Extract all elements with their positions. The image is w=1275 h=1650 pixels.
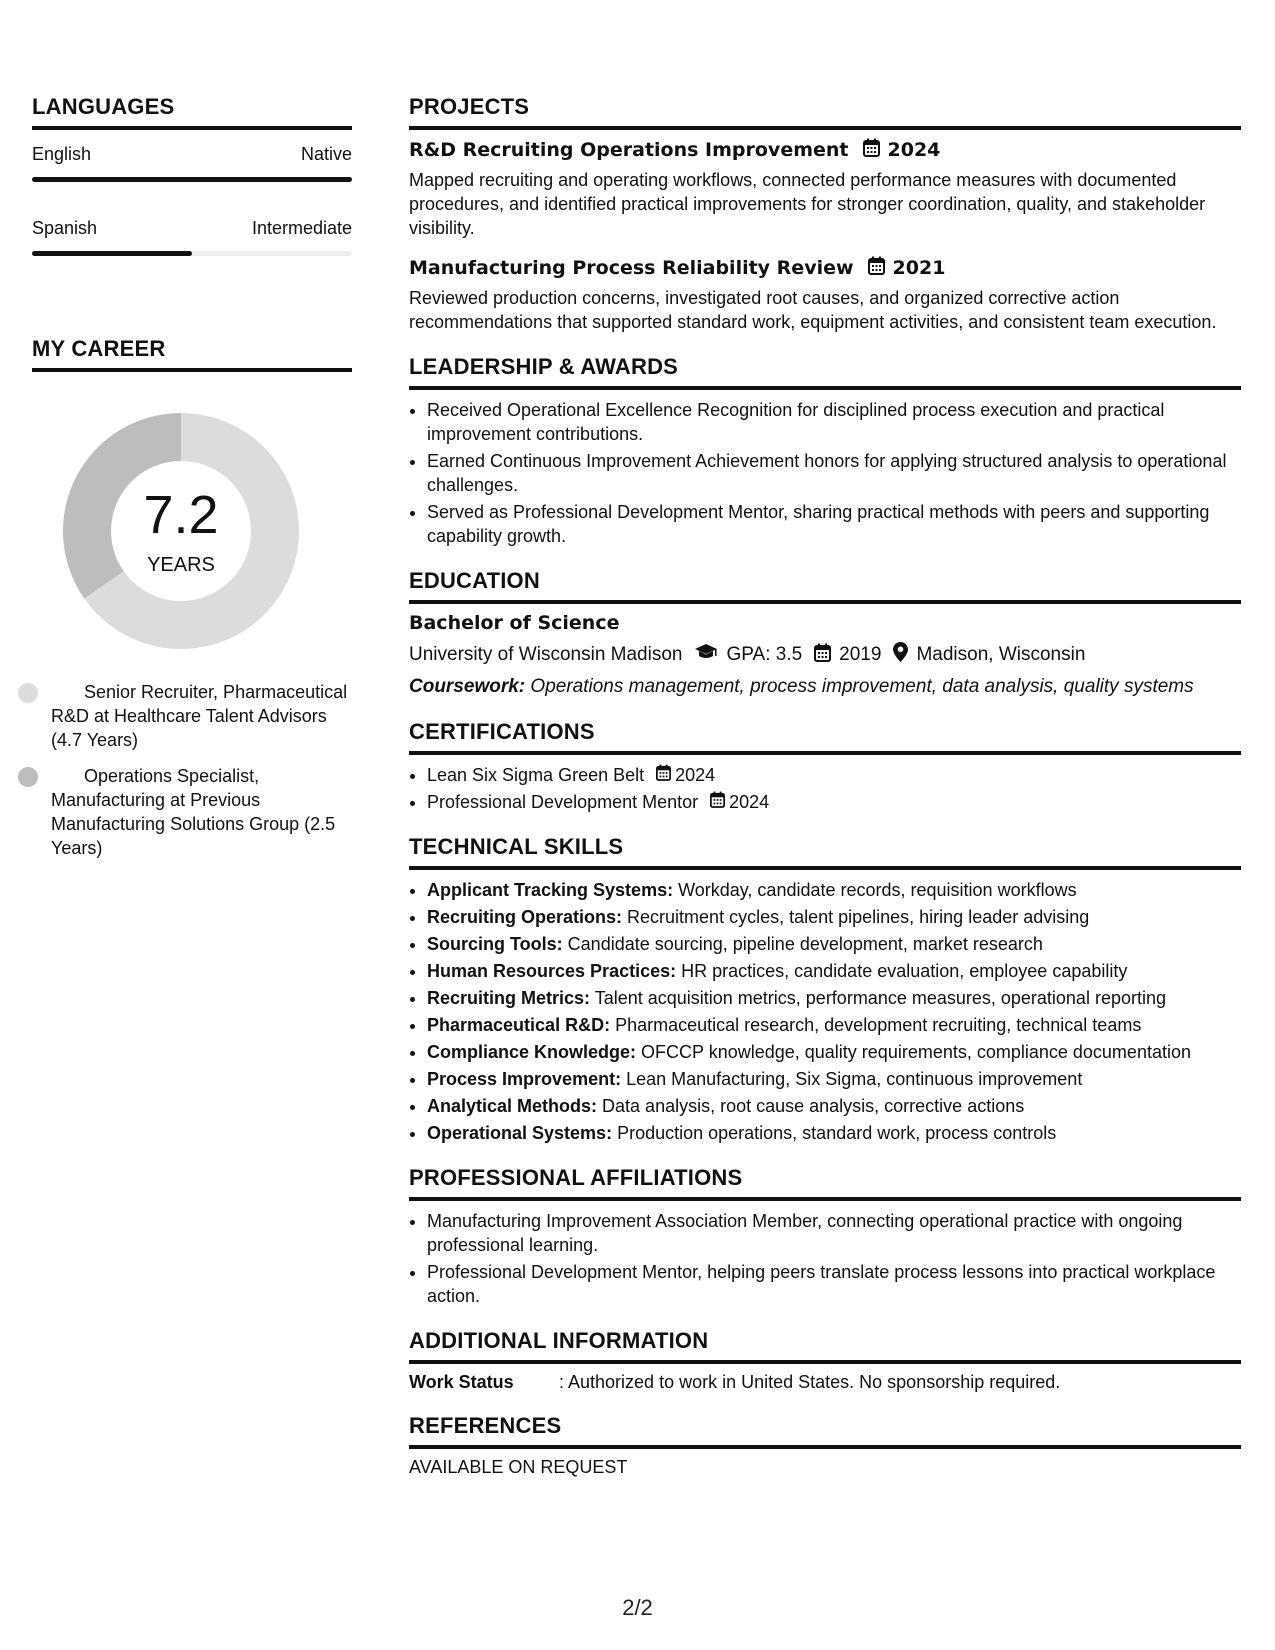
career-donut-chart [56, 406, 306, 656]
list-item [427, 986, 1241, 1010]
career-item: Senior Recruiter, Pharmaceutical R&D at Healthcare Talent Advisors (4.7 Years) [51, 680, 352, 752]
work-status-value: : Authorized to work in United States. No sponsorship required. [559, 1372, 1061, 1392]
project-item [409, 138, 1241, 240]
project-item [409, 256, 1241, 334]
language-english [32, 144, 352, 182]
skills-heading: TECHNICAL SKILLS [409, 834, 1241, 870]
affiliations-section [409, 1165, 1241, 1308]
certifications-section [409, 719, 1241, 814]
skill-label: Pharmaceutical R&D: [427, 1015, 611, 1035]
list-item: • Earned Continuous Improvement Achievement honors for applying structured analysis to operational challenges. [427, 449, 1241, 497]
list-item: • Received Operational Excellence Recognition for disciplined process execution and practical improvement contributions. [427, 398, 1241, 446]
education-location: Madison, Wisconsin [916, 644, 1086, 665]
skill-label: Compliance Knowledge: [427, 1042, 637, 1062]
certification-name: • Professional Development Mentor [427, 792, 699, 812]
career-list [32, 680, 352, 860]
certification-year: 2024 [675, 765, 716, 785]
affiliations-list [409, 1209, 1241, 1308]
page-number: 2/2 [622, 1595, 653, 1620]
education-section [409, 568, 1241, 699]
list-item [427, 878, 1241, 902]
language-level: Intermediate [251, 218, 352, 238]
coursework-label: Coursework: [409, 676, 526, 697]
skill-value: Pharmaceutical research, development recruiting, technical teams [610, 1015, 1142, 1035]
references-text: AVAILABLE ON REQUEST [409, 1457, 628, 1477]
location-pin-icon [893, 642, 908, 668]
skill-label: Applicant Tracking Systems: [427, 880, 674, 900]
additional-section [409, 1328, 1241, 1393]
list-item [427, 1013, 1241, 1037]
references-section [409, 1413, 1241, 1478]
project-year: 2021 [892, 257, 946, 279]
list-item [427, 1094, 1241, 1118]
education-year: 2019 [839, 644, 882, 665]
additional-heading: ADDITIONAL INFORMATION [409, 1328, 1241, 1364]
right-column [409, 94, 1241, 1478]
calendar-icon [710, 790, 725, 814]
calendar-icon [868, 256, 885, 280]
skill-value: OFCCP knowledge, quality requirements, compliance documentation [636, 1042, 1191, 1062]
language-proficiency-fill [32, 177, 352, 182]
project-description: Reviewed production concerns, investigated root causes, and organized corrective action recommendations that supported standard work, equipment activities, and consistent team execution. [409, 288, 1217, 332]
work-status-label: Work Status [409, 1372, 514, 1392]
list-item: • Manufacturing Improvement Association Member, connecting operational practice with ongoing professional learning. [427, 1209, 1241, 1257]
education-heading: EDUCATION [409, 568, 1241, 604]
list-item [427, 763, 1241, 787]
skill-value: Recruitment cycles, talent pipelines, hiring leader advising [622, 907, 1090, 927]
list-item: • Served as Professional Development Mentor, sharing practical methods with peers and supporting capability growth. [427, 500, 1241, 548]
languages-heading: LANGUAGES [32, 94, 352, 130]
skills-list [409, 878, 1241, 1145]
certifications-heading: CERTIFICATIONS [409, 719, 1241, 755]
calendar-icon [814, 643, 831, 668]
skill-label: Sourcing Tools: [427, 934, 563, 954]
education-coursework [409, 674, 1241, 699]
left-column [32, 94, 352, 872]
projects-heading: PROJECTS [409, 94, 1241, 130]
project-title: R&D Recruiting Operations Improvement [409, 139, 849, 161]
leadership-heading: LEADERSHIP & AWARDS [409, 354, 1241, 390]
affiliations-heading: PROFESSIONAL AFFILIATIONS [409, 1165, 1241, 1201]
education-gpa: GPA: 3.5 [726, 644, 803, 665]
language-spanish [32, 218, 352, 256]
language-level: Native [300, 144, 352, 164]
calendar-icon [863, 138, 880, 162]
skill-value: Lean Manufacturing, Six Sigma, continuous improvement [621, 1069, 1083, 1089]
leadership-list [409, 398, 1241, 548]
skill-value: Data analysis, root cause analysis, corrective actions [597, 1096, 1025, 1116]
language-proficiency-bar [32, 251, 352, 256]
skill-label: Operational Systems: [427, 1123, 613, 1143]
skill-value: Candidate sourcing, pipeline development, market research [562, 934, 1043, 954]
skill-value: Workday, candidate records, requisition workflows [673, 880, 1077, 900]
list-item [427, 790, 1241, 814]
list-item [427, 932, 1241, 956]
certification-name: • Lean Six Sigma Green Belt [427, 765, 645, 785]
leadership-section [409, 354, 1241, 548]
language-name: English [32, 144, 92, 164]
project-title: Manufacturing Process Reliability Review [409, 257, 854, 279]
list-item [427, 1067, 1241, 1091]
career-item: Operations Specialist, Manufacturing at Previous Manufacturing Solutions Group (2.5 Years) [51, 764, 352, 860]
education-degree: Bachelor of Science [409, 612, 620, 634]
skill-label: Human Resources Practices: [427, 961, 677, 981]
language-proficiency-fill [32, 251, 192, 256]
coursework-text: Operations management, process improvement, data analysis, quality systems [525, 676, 1194, 697]
language-proficiency-bar [32, 177, 352, 182]
certifications-list [409, 763, 1241, 814]
list-item [427, 959, 1241, 983]
career-total-value: 7.2 [143, 485, 219, 545]
education-school: University of Wisconsin Madison [409, 644, 683, 665]
skill-label: Recruiting Operations: [427, 907, 623, 927]
project-description: Mapped recruiting and operating workflows, connected performance measures with documented procedures, and identified practical improvements for stronger coordination, quality, and stakeholder visibility. [409, 170, 1206, 238]
project-year: 2024 [887, 139, 941, 161]
career-dot-icon [18, 767, 38, 787]
graduation-cap-icon [694, 643, 718, 667]
calendar-icon [656, 763, 671, 787]
skill-label: Recruiting Metrics: [427, 988, 591, 1008]
language-name: Spanish [32, 218, 98, 238]
career-dot-icon [18, 683, 38, 703]
list-item: • Professional Development Mentor, helping peers translate process lessons into practical workplace action. [427, 1260, 1241, 1308]
list-item [427, 1040, 1241, 1064]
certification-year: 2024 [729, 792, 770, 812]
skill-value: Production operations, standard work, process controls [612, 1123, 1057, 1143]
list-item [427, 905, 1241, 929]
list-item [427, 1121, 1241, 1145]
skills-section [409, 834, 1241, 1145]
references-heading: REFERENCES [409, 1413, 1241, 1449]
career-total-unit: YEARS [147, 554, 215, 576]
skill-label: Analytical Methods: [427, 1096, 598, 1116]
skill-value: HR practices, candidate evaluation, employee capability [676, 961, 1128, 981]
skill-value: Talent acquisition metrics, performance measures, operational reporting [590, 988, 1166, 1008]
career-heading: MY CAREER [32, 336, 352, 372]
skill-label: Process Improvement: [427, 1069, 622, 1089]
